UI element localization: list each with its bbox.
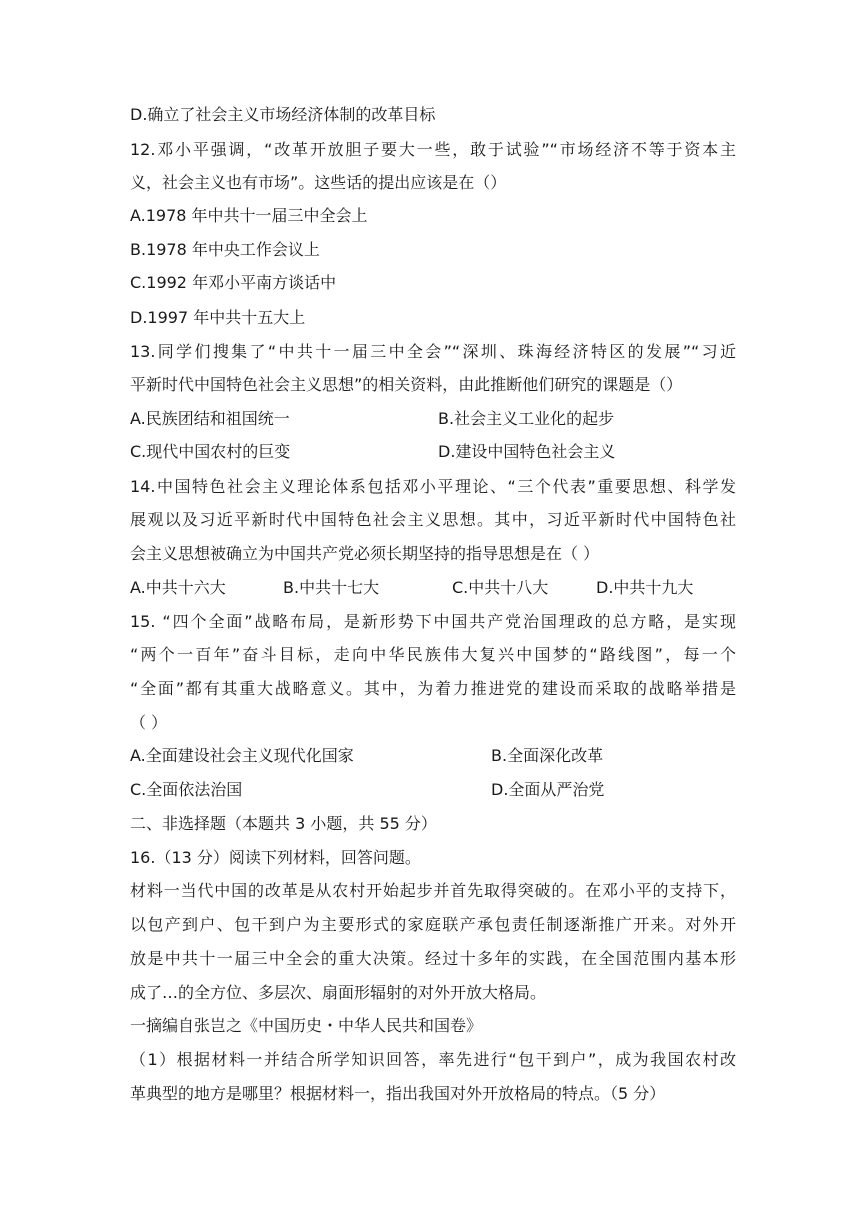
- q15-stem-line1: 15. “四个全面”战略布局，是新形势下中国共产党治国理政的总方略，是实现: [130, 612, 736, 631]
- q14-stem-line2: 展观以及习近平新时代中国特色社会主义思想。其中，习近平新时代中国特色社: [130, 510, 736, 529]
- q13-option-b: B.社会主义工业化的起步: [438, 409, 615, 428]
- q12-option-d: D.1997 年中共十五大上: [130, 308, 306, 327]
- q13-option-c: C.现代中国农村的巨变: [130, 442, 291, 461]
- q15-option-c: C.全面依法治国: [130, 780, 243, 799]
- q13-stem-line1: 13.同学们搜集了“中共十一届三中全会”“深圳、珠海经济特区的发展”“习近: [130, 342, 736, 361]
- q13-option-a: A.民族团结和祖国统一: [130, 409, 290, 428]
- q15-option-b: B.全面深化改革: [491, 746, 604, 765]
- q16-material-line1: 材料一当代中国的改革是从农村开始起步并首先取得突破的。在邓小平的支持下，: [130, 881, 736, 900]
- q16-material-line4: 成了…的全方位、多层次、扇面形辐射的对外开放大格局。: [130, 983, 547, 1002]
- q16-heading: 16.（13 分）阅读下列材料，回答问题。: [130, 848, 421, 867]
- q12-option-a: A.1978 年中共十一届三中全会上: [130, 206, 368, 225]
- q14-option-d: D.中共十九大: [596, 578, 694, 597]
- q12-option-c: C.1992 年邓小平南方谈话中: [130, 273, 337, 292]
- q11-option-d: D.确立了社会主义市场经济体制的改革目标: [130, 105, 436, 124]
- q15-stem-line4: （ ）: [130, 713, 168, 732]
- q16-sub1-line2: 革典型的地方是哪里？根据材料一，指出我国对外开放格局的特点。（5 分）: [130, 1084, 666, 1103]
- q14-option-c: C.中共十八大: [452, 578, 549, 597]
- q14-option-b: B.中共十七大: [283, 578, 380, 597]
- q16-material-line3: 放是中共十一届三中全会的重大决策。经过十多年的实践，在全国范围内基本形: [130, 949, 736, 968]
- q15-stem-line2: “两个一百年”奋斗目标，走向中华民族伟大复兴中国梦的“路线图”，每一个: [130, 645, 736, 664]
- q12-stem-line1: 12.邓小平强调，“改革开放胆子要大一些，敢于试验”“市场经济不等于资本主: [130, 140, 736, 159]
- q16-source: 一摘编自张岂之《中国历史・中华人民共和国卷》: [130, 1016, 483, 1035]
- q14-option-a: A.中共十六大: [130, 578, 226, 597]
- q13-option-d: D.建设中国特色社会主义: [438, 442, 616, 461]
- q16-sub1-line1: （1）根据材料一并结合所学知识回答，率先进行“包干到户”，成为我国农村改: [130, 1050, 736, 1069]
- q16-material-line2: 以包产到户、包干到户为主要形式的家庭联产承包责任制逐渐推广开来。对外开: [130, 915, 736, 934]
- q14-stem-line3: 会主义思想被确立为中国共产党必须长期坚持的指导思想是在（ ）: [130, 544, 600, 563]
- section2-heading: 二、非选择题（本题共 3 小题，共 55 分）: [130, 814, 437, 833]
- q12-option-b: B.1978 年中央工作会议上: [130, 240, 320, 259]
- q15-option-d: D.全面从严治党: [491, 780, 605, 799]
- q15-option-a: A.全面建设社会主义现代化国家: [130, 746, 354, 765]
- q12-stem-line2: 义，社会主义也有市场”。这些话的提出应该是在（）: [130, 173, 507, 192]
- q13-stem-line2: 平新时代中国特色社会主义思想”的相关资料，由此推断他们研究的课题是（）: [130, 375, 683, 394]
- q15-stem-line3: “全面”都有其重大战略意义。其中，为着力推进党的建设而采取的战略举措是: [130, 679, 736, 698]
- q14-stem-line1: 14.中国特色社会主义理论体系包括邓小平理论、“三个代表”重要思想、科学发: [130, 477, 736, 496]
